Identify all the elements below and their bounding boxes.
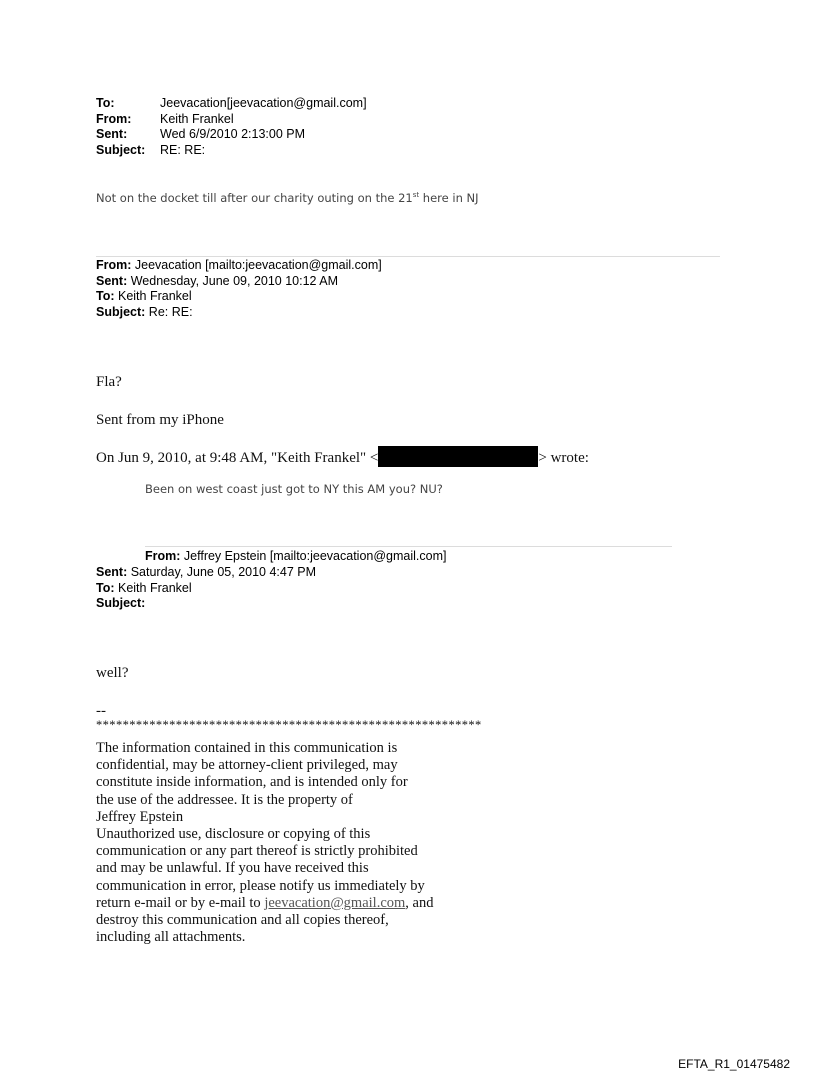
disclaimer <box>96 740 516 946</box>
quoted-header <box>96 565 316 612</box>
asterisk-line: ********************************************************** <box>96 718 482 732</box>
quote-intro <box>96 446 589 467</box>
divider <box>96 256 720 257</box>
from-label: From: <box>96 258 132 272</box>
subject-label: Subject: <box>96 596 146 610</box>
disclaimer-line <box>96 895 516 912</box>
to-value: Keith Frankel <box>114 289 192 303</box>
from-label: From: <box>96 111 132 126</box>
sent-value: Wednesday, June 09, 2010 10:12 AM <box>127 273 339 288</box>
to-label: To: <box>96 96 115 110</box>
disclaimer-line: constitute inside information, and is intended only for <box>96 774 408 791</box>
sent-label: Sent: <box>96 127 128 141</box>
disclaimer-line: confidential, may be attorney-client privileged, may <box>96 757 398 774</box>
sent-row <box>96 127 367 143</box>
to-label: To: <box>96 580 115 595</box>
disclaimer-text: , and <box>405 894 434 911</box>
email-link[interactable]: jeevacation@gmail.com <box>264 894 406 911</box>
from-value: Jeffrey Epstein [mailto:jeevacation@gmail.com] <box>180 549 447 563</box>
divider <box>145 546 672 547</box>
to-value: Keith Frankel <box>114 580 192 595</box>
disclaimer-line: Unauthorized use, disclosure or copying of this <box>96 826 371 843</box>
from-value: Jeevacation [mailto:jeevacation@gmail.com] <box>131 258 382 272</box>
subject-label: Subject: <box>96 304 146 319</box>
reply-body <box>96 191 479 205</box>
disclaimer-line: destroy this communication and all copies thereof, <box>96 912 389 929</box>
disclaimer-line: communication in error, please notify us immediately by <box>96 877 425 894</box>
to-label: To: <box>96 289 115 303</box>
disclaimer-line: communication or any part thereof is strictly prohibited <box>96 843 418 860</box>
quote-intro-end: > wrote: <box>538 450 589 466</box>
redaction-box <box>378 446 538 467</box>
disclaimer-line: and may be unlawful. If you have received this <box>96 860 369 877</box>
disclaimer-line: including all attachments. <box>96 929 246 946</box>
from-label: From: <box>145 549 181 563</box>
sent-label: Sent: <box>96 273 128 288</box>
subject-value: RE: RE: <box>160 142 206 157</box>
quote-intro-text: On Jun 9, 2010, at 9:48 AM, "Keith Frankel" < <box>96 450 379 466</box>
sent-value: Saturday, June 05, 2010 4:47 PM <box>127 565 317 579</box>
to-value: Jeevacation[jeevacation@gmail.com] <box>160 96 367 110</box>
from-row <box>96 112 367 128</box>
quoted-body: Been on west coast just got to NY this AM you? NU? <box>145 482 443 496</box>
reply-text: Not on the docket till after our charity outing on the 21 <box>96 191 413 205</box>
message-body: Fla? <box>96 374 122 390</box>
signature: Sent from my iPhone <box>96 412 224 428</box>
disclaimer-text: return e-mail or by e-mail to <box>96 894 265 911</box>
subject-row <box>96 143 367 159</box>
sent-value: Wed 6/9/2010 2:13:00 PM <box>160 127 306 141</box>
disclaimer-line: the use of the addressee. It is the property of <box>96 791 353 808</box>
to-row <box>96 96 367 112</box>
reply-text-end: here in NJ <box>419 191 479 205</box>
sent-label: Sent: <box>96 565 128 579</box>
signature-separator: -- <box>96 703 106 719</box>
subject-value: Re: RE: <box>145 304 193 319</box>
reply-superscript: st <box>412 191 420 200</box>
quoted-header <box>96 258 382 320</box>
document-id: EFTA_R1_01475482 <box>678 1057 790 1071</box>
subject-label: Subject: <box>96 142 146 157</box>
disclaimer-line: The information contained in this communication is <box>96 740 398 756</box>
email-header <box>96 96 367 158</box>
message-body: well? <box>96 665 129 681</box>
disclaimer-line: Jeffrey Epstein <box>96 808 184 825</box>
quoted-from-row <box>145 549 446 565</box>
from-value: Keith Frankel <box>160 111 234 126</box>
